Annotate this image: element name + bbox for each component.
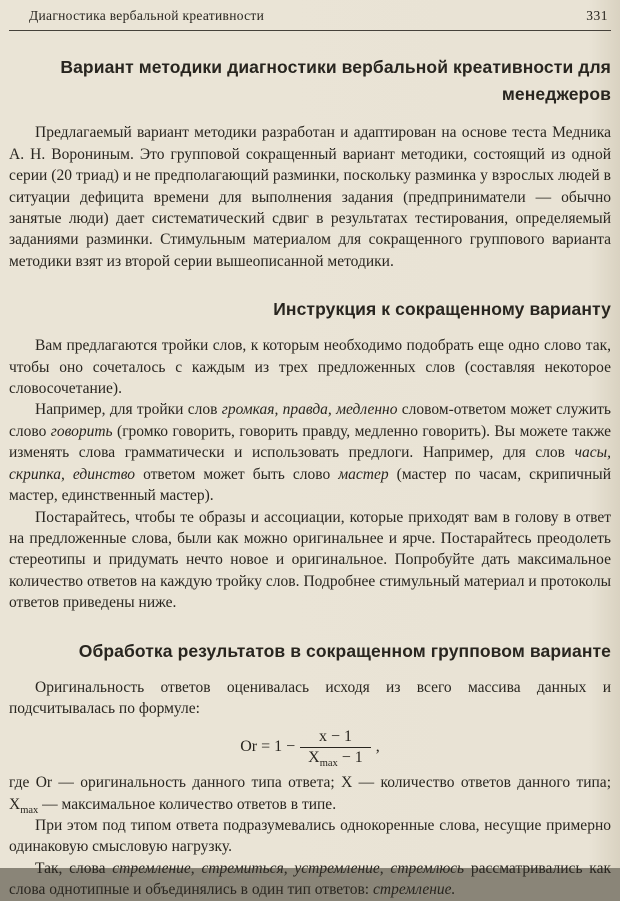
formula-tail: ,: [375, 738, 380, 756]
text-run: (громко говорить, говорить правду, медленно говорить). Вы можете также изменять слова грамматически и использовать предлоги. Например, для слов: [9, 422, 612, 462]
text-run: X: [308, 749, 320, 767]
originality-formula: [9, 728, 611, 770]
paragraph-instruction-2: [9, 399, 611, 506]
subscript-max: max: [319, 758, 338, 770]
text-run: где Or — оригинальность данного типа ответа; X — количество ответов данного типа; X: [9, 774, 611, 813]
paragraph-instruction-1: Вам предлагаются тройки слов, к которым необходимо подобрать еще одно слово так, чтобы оно сочеталось с каждым из трех предложенных слов (составляя некоторое словосочетание).: [9, 337, 611, 398]
paragraph-results-1: Оригинальность ответов оценивалась исходя из всего массива данных и подсчитывалась по формуле:: [9, 678, 611, 717]
text-run: − 1: [337, 749, 363, 767]
page-number: 331: [586, 8, 608, 23]
italic-term: часы, скрипка, единство: [9, 444, 611, 483]
italic-term: громкая, правда, медленно: [221, 401, 398, 419]
paragraph-instruction-3: Постарайтесь, чтобы те образы и ассоциации, которые приходят вам в голову в ответ на предложенные слова, были как можно оригинальнее и ярче. Постарайтесь преодолеть стереотипы и придумать нечто новое и оригинальное. Попробуйте дать максимальное количество ответов на каждую тройку слов. Подробнее стимульный материал и протоколы ответов приведены ниже.: [9, 508, 611, 612]
formula-denominator: [300, 747, 371, 770]
subscript-max: max: [20, 804, 39, 816]
section-heading-instruction: Инструкция к сокращенному варианту: [273, 299, 611, 320]
text-run: словом-ответом может служить слово: [9, 401, 611, 440]
text-run: Например, для тройки слов: [35, 401, 222, 419]
formula-fraction: [300, 728, 371, 770]
italic-term: говорить: [50, 422, 113, 440]
text-run: — максимальное количество ответов в типе.: [38, 795, 337, 813]
text-run: Так, слова: [35, 859, 113, 877]
section-heading-results: Обработка результатов в сокращенном групповом варианте: [78, 640, 611, 661]
italic-term: стремление.: [373, 881, 456, 899]
formula-numerator: x − 1: [318, 728, 352, 746]
formula-lhs: Or = 1 −: [240, 738, 296, 756]
text-run: (мастер по часам, скрипичный мастер, единственный мастер).: [9, 465, 611, 505]
italic-term: мастер: [338, 465, 389, 483]
page-header: [9, 5, 611, 31]
text-run: ответом может быть слово: [135, 465, 339, 483]
running-title: Диагностика вербальной креативности: [29, 8, 265, 23]
text-run: рассматривались как слова однотипные и объединялись в один тип ответов:: [9, 859, 611, 899]
paragraph-results-2: [9, 772, 611, 815]
paragraph-results-4: [9, 858, 611, 901]
italic-term: стремление, стремиться, устремление, стремлюсь: [112, 859, 465, 877]
paragraph-results-3: При этом под типом ответа подразумевались однокоренные слова, несущие примерно одинаковую смысловую нагрузку.: [9, 816, 611, 856]
paragraph-intro: Предлагаемый вариант методики разработан и адаптирован на основе теста Медника А. Н. Ворониным. Это групповой сокращенный вариант методики, состоящий из одной серии (20 триад) и не предполагающий разминки, поскольку разминка у взрослых людей в ситуации дефицита времени для выполнения задания (предприниматели — обычно занятые люди) дает систематический сдвиг в результатах тестирования, определяемый заданиями разминки. Стимульным материалом для сокращенного группового варианта методики взят из второй серии вышеописанной методики.: [9, 124, 611, 270]
article-title: Вариант методики диагностики вербальной креативности для менеджеров: [60, 57, 611, 104]
